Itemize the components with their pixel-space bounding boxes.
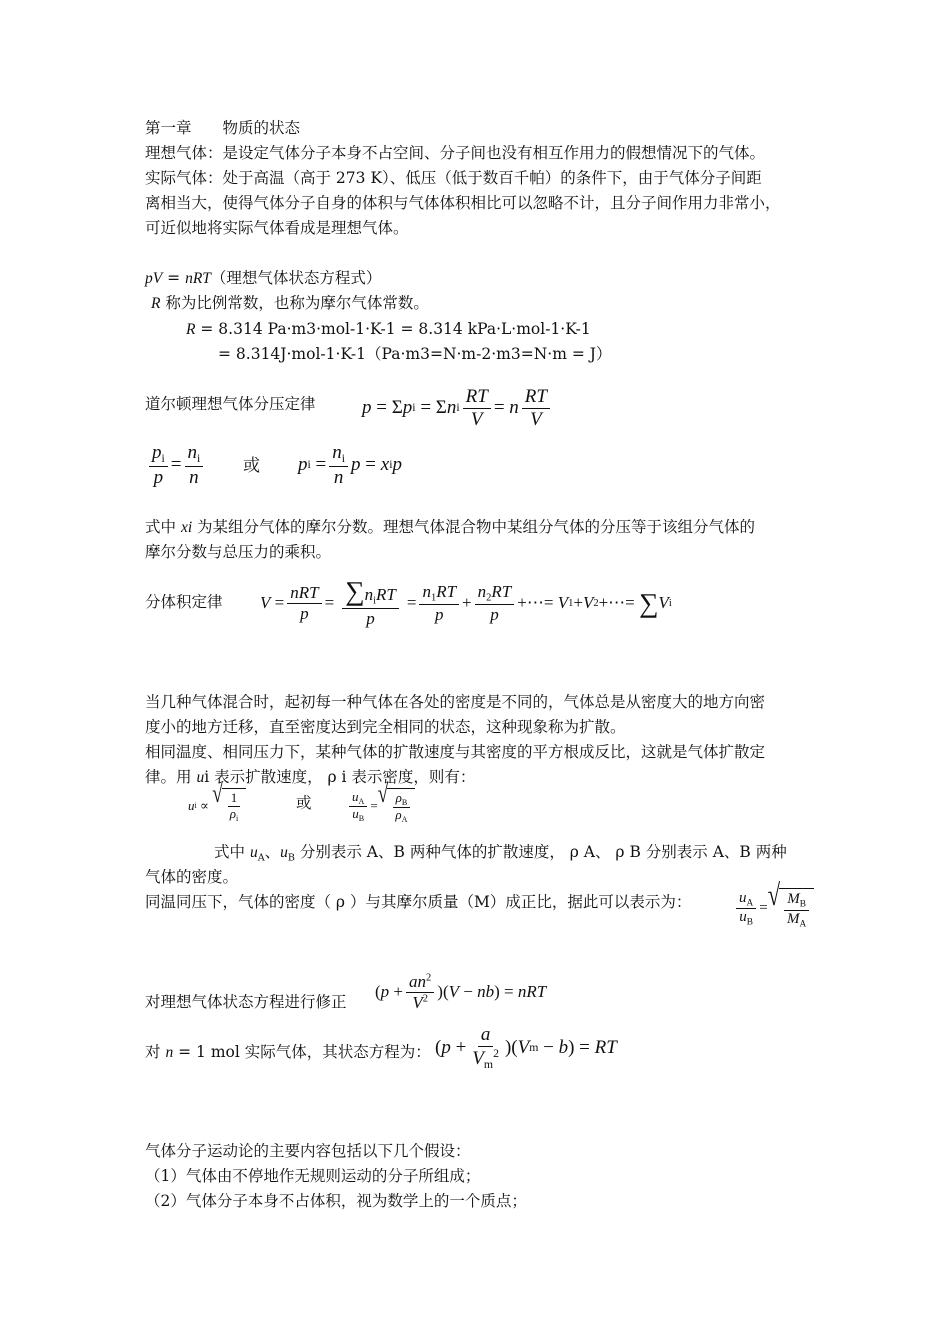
- partial-volume-formula: V = $\frac{\text{nRT}}{p}$ = $\frac{\sum n_iRT}{p}$ = $\frac{n_1RT}{p}$ + $\frac{n_2RT}{p}$ +⋯= V 1 + V 2 +⋯= ∑ V i: [260, 576, 672, 628]
- ideal-gas-equation-line: [145, 266, 381, 291]
- graham-formula-2: $\frac{u_A}{u_B}$ = √ $\frac{\rho_B}{\rho_A}$: [346, 788, 415, 824]
- state-eq-note: （理想气体状态方程式）: [210, 269, 382, 287]
- real-gas-line-1: 实际气体：处于高温（高于 273 K）、低压（低于数百千帕）的条件下，由于气体分子间距: [145, 169, 762, 187]
- pv-symbol: pV: [145, 270, 163, 287]
- real-gas-line-3: 可近似地将实际气体看成是理想气体。: [145, 219, 409, 237]
- diffusion-line-1: 当几种气体混合时，起初每一种气体在各处的密度是不同的，气体总是从密度大的地方向密: [145, 693, 766, 711]
- or-word-2: 或: [296, 794, 312, 812]
- dalton-formula: p = Σ p i = Σ n i $\frac{RT}{V}$ = n $\frac{RT}{V}$: [362, 386, 553, 431]
- kinetic-intro: 气体分子运动论的主要内容包括以下几个假设：: [145, 1142, 471, 1160]
- one-mol-line: 对 n = 1 mol 实际气体，其状态方程为：: [145, 1043, 431, 1061]
- ideal-gas-definition: 理想气体：是设定气体分子本身不占空间、分子间也没有相互作用力的假想情况下的气体。: [145, 144, 766, 162]
- chapter-heading: 第一章 物质的状态: [145, 119, 301, 137]
- vdw-formula: ( p + $\frac{an^2}{V^2}$ )( V − nb ) = nRT: [375, 972, 547, 1012]
- r-constant-line: [151, 291, 429, 316]
- kinetic-assumption-2: （2）气体分子本身不占体积，视为数学上的一个质点；: [145, 1192, 527, 1210]
- r-value-line-1: [186, 317, 591, 342]
- molar-mass-formula: $\frac{u_A}{u_B}$ = √ $\frac{M_B}{M_A}$: [733, 888, 814, 930]
- mole-fraction-formula-2: p i = $\frac{n_i}{n}$ p = x i p: [298, 442, 402, 488]
- or-word-1: 或: [243, 456, 260, 476]
- nrt-symbol: nRT: [185, 270, 211, 287]
- vdw-label: 对理想气体状态方程进行修正: [145, 993, 347, 1011]
- xi-description-line-1: 式中 xi 为某组分气体的摩尔分数。理想气体混合物中某组分气体的分压等于该组分气体的: [145, 518, 756, 536]
- dalton-label: 道尔顿理想气体分压定律: [145, 395, 316, 413]
- xi-symbol: xi: [180, 519, 193, 536]
- graham-line-1: 相同温度、相同压力下，某种气体的扩散速度与其密度的平方根成反比，这就是气体扩散定: [145, 743, 766, 761]
- r-symbol: R: [151, 295, 161, 312]
- u-symbol: u: [196, 769, 205, 786]
- uaub-line-1: 式中 $u_A$、$u_B$ 分别表示 A、B 两种气体的扩散速度， ρ A、 ρ B 分别表示 A、B 两种: [214, 843, 787, 864]
- equals-sign: =: [162, 269, 186, 287]
- mole-fraction-formula-1: $\frac{p_i}{p}$ = $\frac{n_i}{n}$: [146, 442, 206, 489]
- molar-mass-line: 同温同压下，气体的密度（ ρ ）与其摩尔质量（M）成正比，据此可以表示为：: [145, 893, 692, 911]
- partial-volume-label: 分体积定律: [145, 593, 223, 611]
- real-gas-line-2: 离相当大，使得气体分子自身的体积与气体体积相比可以忽略不计，且分子间作用力非常小，: [145, 194, 781, 212]
- diffusion-line-2: 度小的地方迁移，直至密度达到完全相同的状态，这种现象称为扩散。: [145, 718, 626, 736]
- uaub-line-2: 气体的密度。: [145, 868, 239, 886]
- one-mol-formula: ( p + $\frac{a}{V_m^2}$ )( V m − b ) = RT: [435, 1024, 617, 1072]
- kinetic-assumption-1: （1）气体由不停地作无规则运动的分子所组成；: [145, 1167, 481, 1185]
- r-symbol: R: [186, 321, 196, 338]
- r-value-1: = 8.314 Pa·m3·mol-1·K-1 = 8.314 kPa·L·mol-1·K-1: [195, 320, 591, 338]
- graham-formula-1: u i ∝ √ $\frac{1}{\rho_i}$: [188, 788, 246, 823]
- r-value-line-2: = 8.314J·mol-1·K-1（Pa·m3=N·m-2·m3=N·m = J）: [218, 345, 612, 363]
- xi-description-line-2: 摩尔分数与总压力的乘积。: [145, 543, 332, 561]
- r-description: 称为比例常数，也称为摩尔气体常数。: [160, 294, 429, 312]
- graham-line-2: 律。用 ui 表示扩散速度， ρ i 表示密度，则有：: [145, 768, 476, 786]
